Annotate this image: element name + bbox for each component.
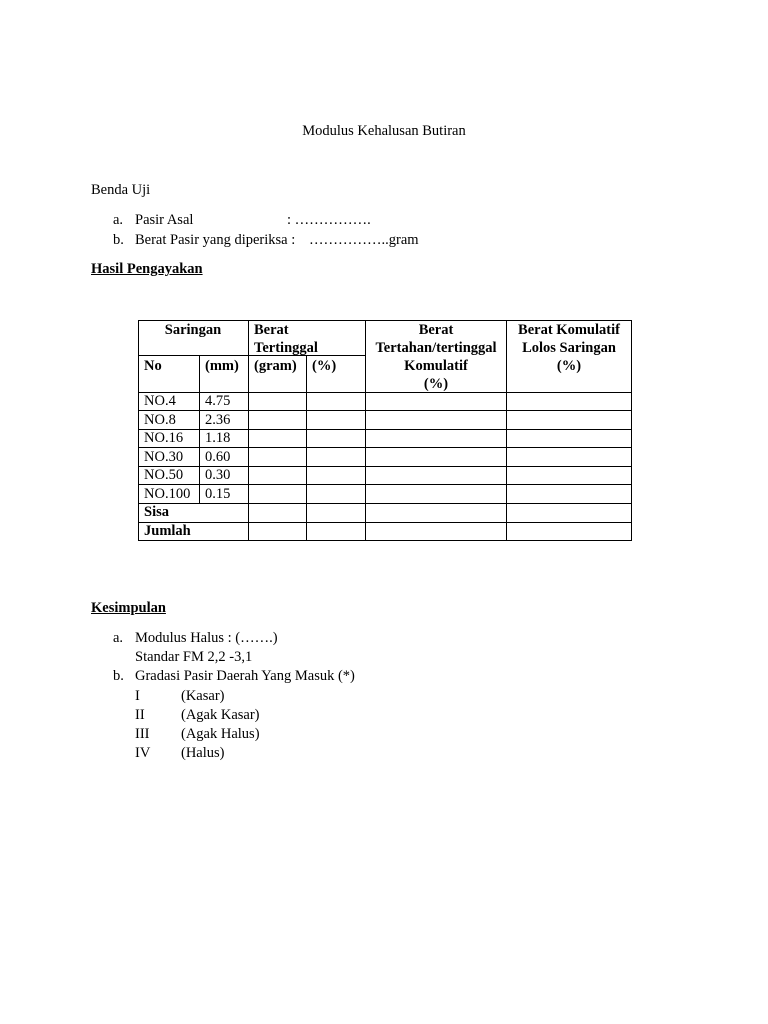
- standar-fm-text: Standar FM 2,2 -3,1: [135, 649, 253, 665]
- grade-label: (Agak Kasar): [181, 707, 260, 723]
- grade-roman: I: [135, 688, 140, 704]
- header-mm: (mm): [205, 358, 239, 374]
- item-a-marker: a.: [113, 212, 124, 228]
- header-berat-tertahan-3: Komulatif: [404, 358, 468, 374]
- grade-label: (Kasar): [181, 688, 225, 704]
- document-title: Modulus Kehalusan Butiran: [302, 123, 466, 139]
- header-berat-lolos-1: Berat Komulatif: [518, 322, 620, 338]
- modulus-halus-text: Modulus Halus : (…….): [135, 630, 278, 646]
- table-row-mm: 0.30: [205, 467, 231, 483]
- grade-roman: IV: [135, 745, 151, 761]
- header-berat-lolos-3: (%): [556, 358, 582, 374]
- berat-pasir-label: Berat Pasir yang diperiksa :: [135, 232, 296, 248]
- table-row-mm: 2.36: [205, 412, 231, 428]
- grade-roman: II: [135, 707, 145, 723]
- benda-uji-heading: Benda Uji: [91, 182, 151, 198]
- table-row-mm: 4.75: [205, 393, 231, 409]
- kesimpulan-a-marker: a.: [113, 630, 124, 646]
- table-row-no: NO.30: [144, 449, 184, 465]
- header-berat-lolos-2: Lolos Saringan: [522, 340, 616, 356]
- header-berat-tertinggal-2: Tertinggal: [254, 340, 318, 356]
- header-berat-tertinggal-1: Berat: [254, 322, 289, 338]
- header-saringan: Saringan: [164, 322, 222, 338]
- table-row-mm: 0.15: [205, 486, 231, 502]
- table-row-no: NO.8: [144, 412, 176, 428]
- row-jumlah: Jumlah: [144, 523, 191, 539]
- pasir-asal-label: Pasir Asal: [135, 212, 194, 228]
- item-b-marker: b.: [113, 232, 124, 248]
- grade-label: (Agak Halus): [181, 726, 260, 742]
- header-berat-tertahan-4: (%): [423, 376, 449, 392]
- kesimpulan-heading: Kesimpulan: [91, 600, 166, 616]
- pasir-asal-value: : …………….: [287, 212, 371, 228]
- table-row-no: NO.4: [144, 393, 176, 409]
- table-row-no: NO.100: [144, 486, 191, 502]
- header-gram: (gram): [254, 358, 297, 374]
- table-row-mm: 1.18: [205, 430, 231, 446]
- table-row-mm: 0.60: [205, 449, 231, 465]
- header-berat-tertahan-1: Berat: [418, 322, 454, 338]
- header-no: No: [144, 358, 162, 374]
- berat-pasir-value: ……………..gram: [309, 232, 419, 248]
- header-percent: (%): [312, 358, 337, 374]
- row-sisa: Sisa: [144, 504, 169, 520]
- header-berat-tertahan-2: Tertahan/tertinggal: [375, 340, 497, 356]
- grade-roman: III: [135, 726, 150, 742]
- table-row-no: NO.16: [144, 430, 184, 446]
- grade-label: (Halus): [181, 745, 225, 761]
- hasil-pengayakan-heading: Hasil Pengayakan: [91, 261, 203, 277]
- gradasi-pasir-text: Gradasi Pasir Daerah Yang Masuk (*): [135, 668, 355, 684]
- table-row-no: NO.50: [144, 467, 184, 483]
- sieve-table: [138, 320, 631, 541]
- kesimpulan-b-marker: b.: [113, 668, 124, 684]
